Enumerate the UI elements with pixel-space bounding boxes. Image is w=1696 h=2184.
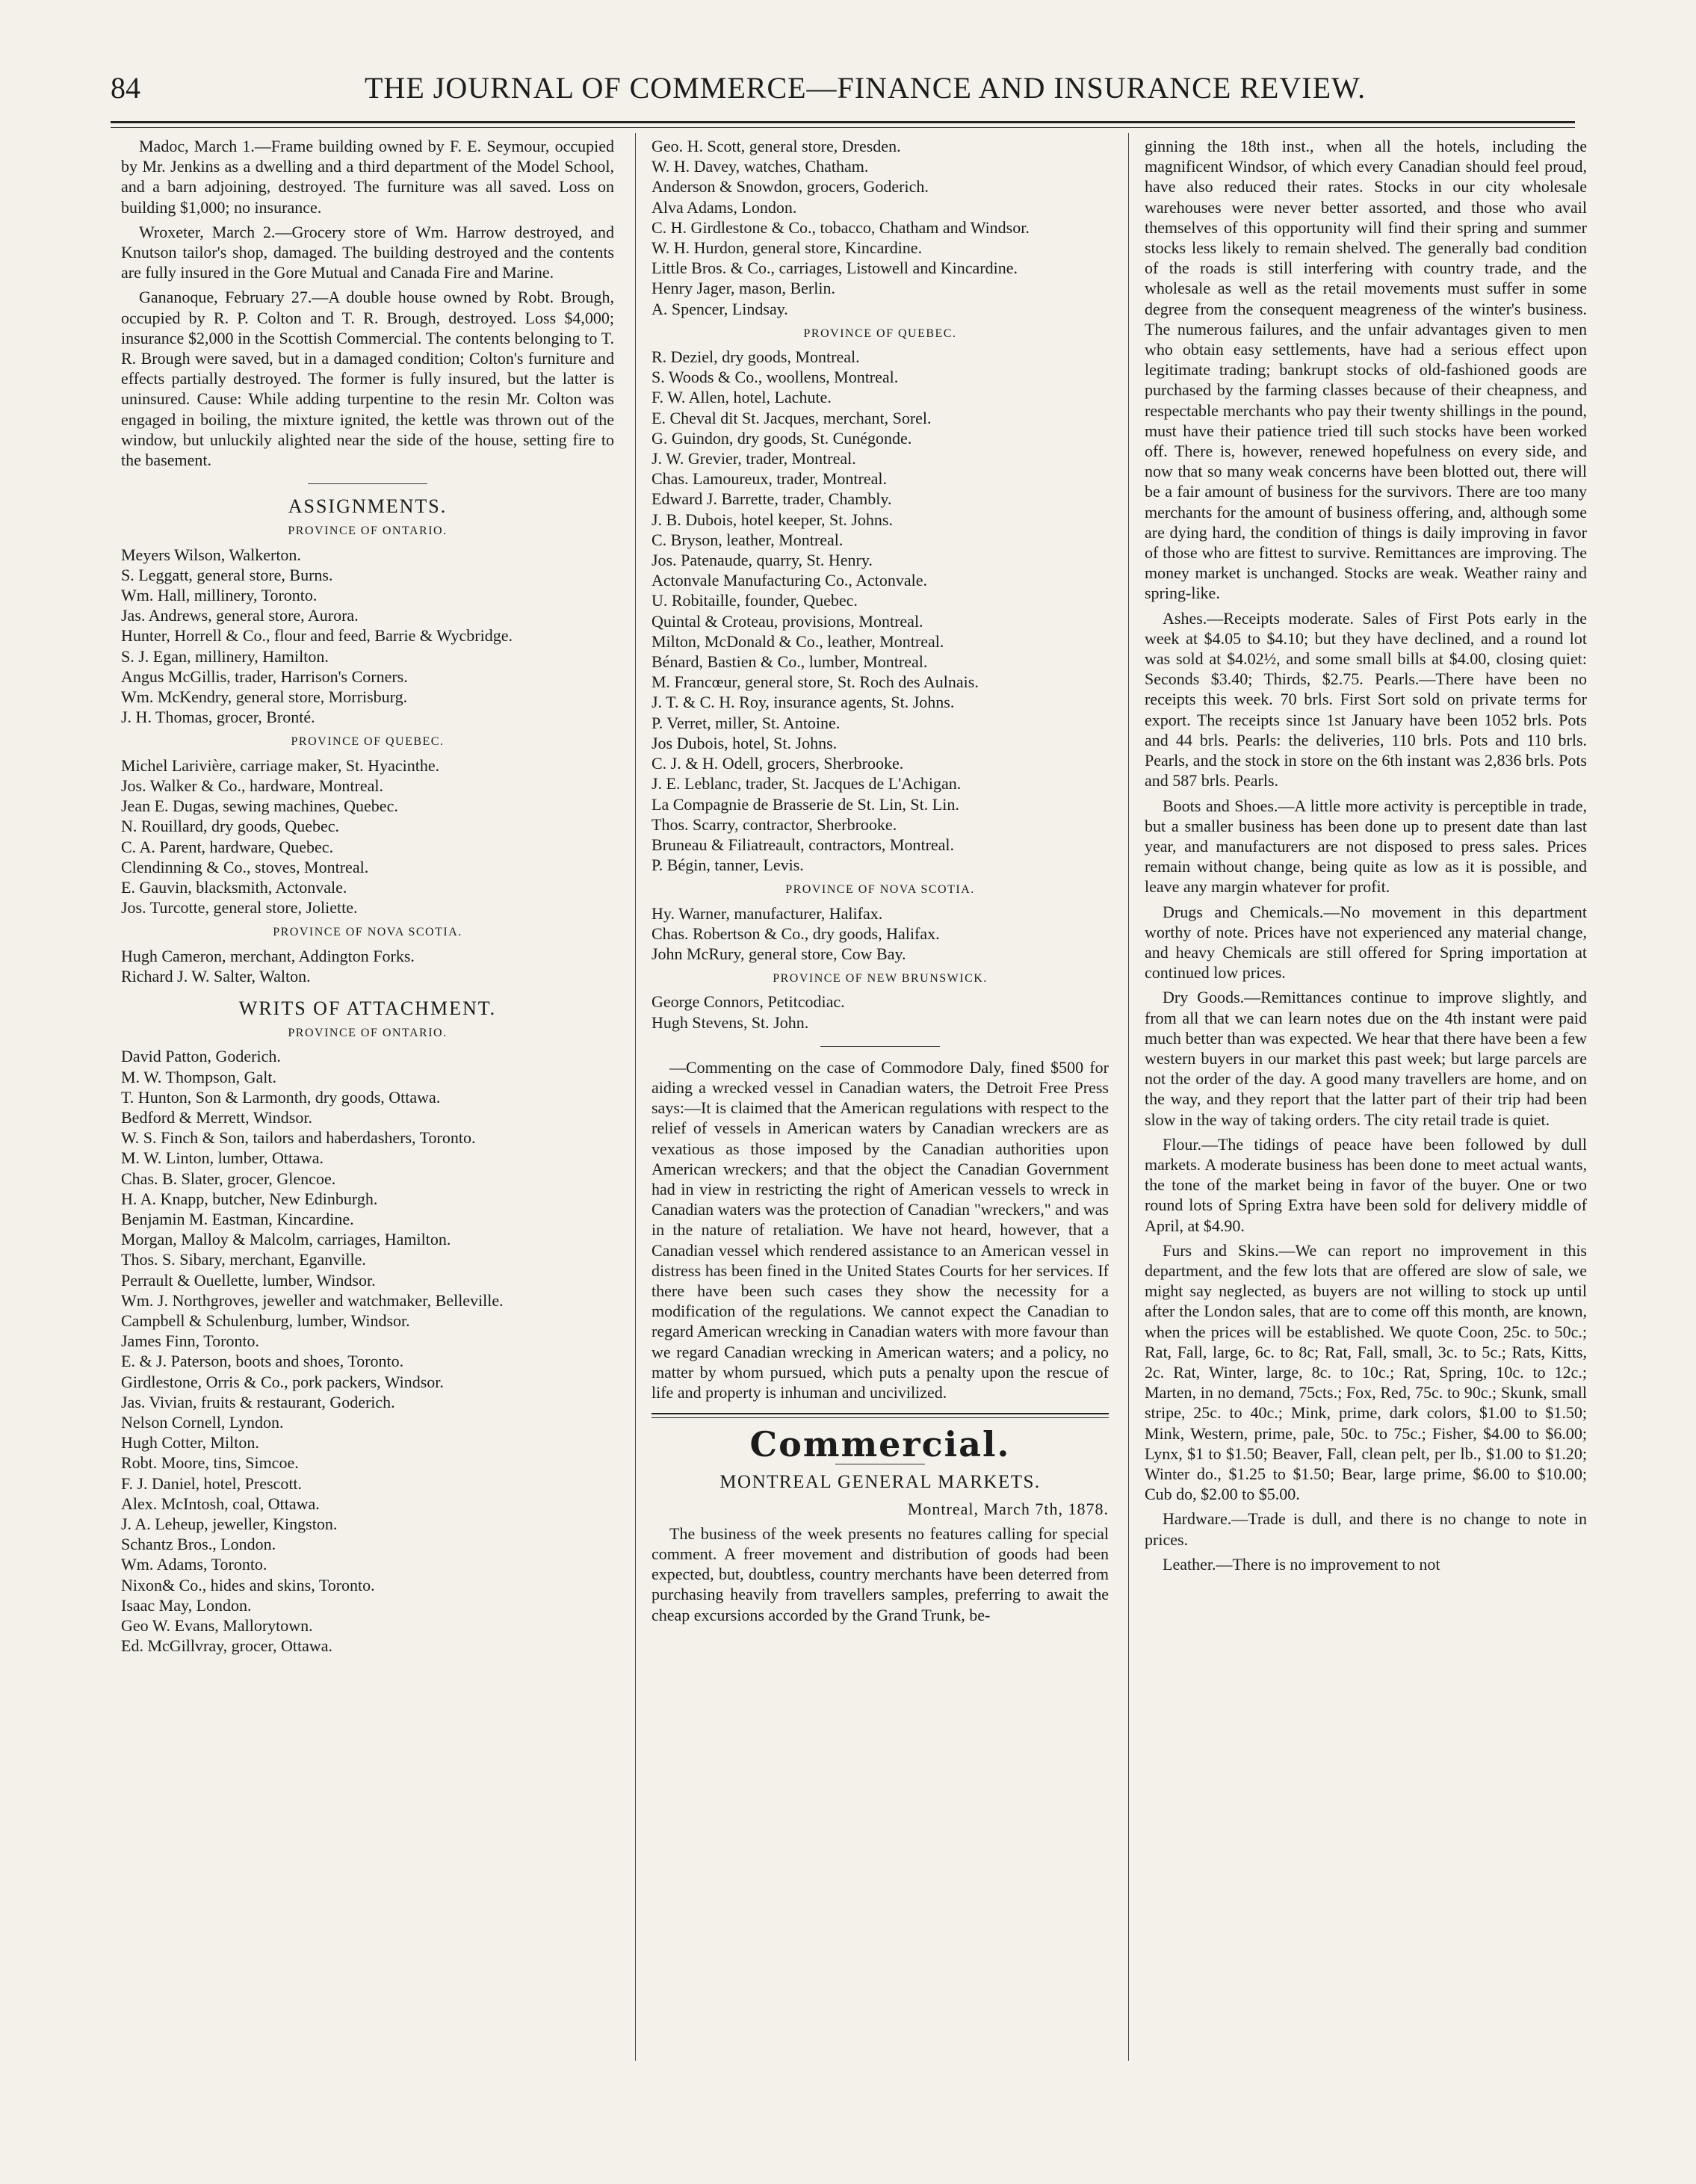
- list-item: Jean E. Dugas, sewing machines, Quebec.: [121, 796, 398, 816]
- list-item: Perrault & Ouellette, lumber, Windsor.: [121, 1270, 376, 1290]
- list-item: Hugh Cotter, Milton.: [121, 1433, 259, 1453]
- list-item: Michel Larivière, carriage maker, St. Hyacinthe.: [121, 755, 440, 775]
- assignments-nova-scotia-list: [121, 946, 614, 986]
- list-item: N. Rouillard, dry goods, Quebec.: [121, 817, 340, 836]
- list-item: Wm. J. Northgroves, jeweller and watchmaker, Belleville.: [121, 1290, 504, 1310]
- list-item: S. J. Egan, millinery, Hamilton.: [121, 646, 329, 666]
- page-header: [111, 66, 1575, 118]
- list-item: Jos Dubois, hotel, St. Johns.: [652, 733, 838, 752]
- list-item: Ed. McGillvray, grocer, Ottawa.: [121, 1636, 332, 1656]
- list-item: M. Francœur, general store, St. Roch des Aulnais.: [652, 672, 979, 692]
- list-item: Meyers Wilson, Walkerton.: [121, 545, 301, 564]
- list-item: Girdlestone, Orris & Co., pork packers, Windsor.: [121, 1372, 444, 1391]
- list-item: U. Robitaille, founder, Quebec.: [652, 591, 858, 610]
- list-item: Jos. Turcotte, general store, Joliette.: [121, 898, 358, 918]
- journal-title: THE JOURNAL OF COMMERCE—FINANCE AND INSURANCE REVIEW.: [365, 71, 1367, 105]
- list-item: James Finn, Toronto.: [121, 1331, 260, 1351]
- list-item: C. A. Parent, hardware, Quebec.: [121, 837, 334, 856]
- list-item: J. H. Thomas, grocer, Bronté.: [121, 708, 315, 727]
- list-item: Chas. Robertson & Co., dry goods, Halifax.: [652, 924, 940, 943]
- list-item: E. Gauvin, blacksmith, Actonvale.: [121, 877, 347, 897]
- list-item: W. H. Hurdon, general store, Kincardine.: [652, 238, 923, 258]
- list-item: Geo W. Evans, Mallorytown.: [121, 1616, 313, 1636]
- list-item: Thos. S. Sibary, merchant, Eganville.: [121, 1250, 366, 1269]
- writs-ontario-list: [121, 1046, 614, 1656]
- list-item: H. A. Knapp, butcher, New Edinburgh.: [121, 1189, 378, 1208]
- list-item: C. J. & H. Odell, grocers, Sherbrooke.: [652, 754, 904, 773]
- list-item: Jas. Andrews, general store, Aurora.: [121, 606, 359, 625]
- list-item: Schantz Bros., London.: [121, 1535, 276, 1554]
- list-item: Quintal & Croteau, provisions, Montreal.: [652, 611, 923, 631]
- market-report-ashes: Ashes.—Receipts moderate. Sales of First Pots early in the week at $4.05 to $4.10; but they have declined, and a round lot was sold at $4.02½, and some small bills at $4.00, closing quiet: Seconds $3.40; Thirds, $2.75. Pearls.—There have been no receipts this week. 70 brls. First Sort sold on private terms for export. The receipts since 1st January have been 1052 brls. Pots and 44 brls. Pearls: the deliveries, 110 brls. Pots and 110 brls. Pearls, and the stock in store on the 6th instant was 2,836 brls. Pots and 587 brls. Pearls.: [1145, 608, 1587, 791]
- markets-intro-continued: ginning the 18th inst., when all the hotels, including the magnificent Windsor, of which every Canadian should feel proud, have also reduced their rates. Stocks in our city wholesale warehouses were never better assorted, and those who avail themselves of this opportunity will find their spring and summer stocks less likely to remain shelved. The generally bad condition of the roads is still interfering with country trade, and the wholesale as well as the retail movements must suffer in some degree from the consequent meagreness of the winter's business. The numerous failures, and the unfair advantages given to men who obtain easy settlements, have had a serious effect upon legitimate trading; bankrupt stocks of old-fashioned goods are purchased by the farming classes because of their cheapness, and respectable merchants who pay their twenty shillings in the pound, must have their patience tried till such stocks have been worked off. There is, however, renewed hopefulness on every side, and now that so many weak concerns have been blotted out, there will be a fair amount of business for the survivors. There are too many merchants for the amount of business offering, and, although some are dying hard, the condition of things is daily improving in favor of those who are fittest to survive. Remittances are improving. The money market is unchanged. Stocks are weak. Weather rainy and spring-like.: [1145, 137, 1587, 603]
- list-item: Campbell & Schulenburg, lumber, Windsor.: [121, 1311, 410, 1330]
- list-item: Actonvale Manufacturing Co., Actonvale.: [652, 571, 928, 590]
- list-item: C. Bryson, leather, Montreal.: [652, 530, 844, 549]
- fire-report: Wroxeter, March 2.—Grocery store of Wm. Harrow destroyed, and Knutson tailor's shop, damaged. The building destroyed and the contents are fully insured in the Gore Mutual and Canada Fire and Marine.: [121, 222, 614, 282]
- list-item: La Compagnie de Brasserie de St. Lin, St. Lin.: [652, 794, 959, 814]
- province-heading: PROVINCE OF ONTARIO.: [288, 1027, 448, 1040]
- list-item: Jas. Vivian, fruits & restaurant, Goderich.: [121, 1392, 395, 1411]
- list-item: Morgan, Malloy & Malcolm, carriages, Hamilton.: [121, 1230, 451, 1249]
- list-item: Angus McGillis, trader, Harrison's Corners.: [121, 666, 408, 686]
- list-item: Alex. McIntosh, coal, Ottawa.: [121, 1494, 320, 1513]
- market-report-flour: Flour.—The tidings of peace have been followed by dull markets. A moderate business has been done to meet actual wants, the tone of the market being in favor of the buyer. One or two round lots of Spring Extra have been sold for delivery middle of April, at $4.90.: [1145, 1134, 1587, 1235]
- list-item: Robt. Moore, tins, Simcoe.: [121, 1453, 299, 1473]
- list-item: S. Woods & Co., woollens, Montreal.: [652, 368, 899, 387]
- list-item: Jos. Patenaude, quarry, St. Henry.: [652, 551, 873, 570]
- list-item: Nelson Cornell, Lyndon.: [121, 1412, 284, 1432]
- list-item: Richard J. W. Salter, Walton.: [121, 966, 311, 986]
- list-item: George Connors, Petitcodiac.: [652, 992, 845, 1012]
- province-heading: PROVINCE OF NEW BRUNSWICK.: [773, 972, 988, 986]
- list-item: Edward J. Barrette, trader, Chambly.: [652, 489, 892, 509]
- list-item: J. W. Grevier, trader, Montreal.: [652, 449, 856, 468]
- list-item: T. Hunton, Son & Larmonth, dry goods, Ottawa.: [121, 1087, 441, 1107]
- list-item: G. Guindon, dry goods, St. Cunégonde.: [652, 428, 912, 448]
- list-item: Benjamin M. Eastman, Kincardine.: [121, 1209, 354, 1228]
- list-item: C. H. Girdlestone & Co., tobacco, Chatham and Windsor.: [652, 217, 1030, 237]
- list-item: M. W. Thompson, Galt.: [121, 1067, 277, 1086]
- list-item: Hugh Stevens, St. John.: [652, 1012, 809, 1032]
- list-item: Milton, McDonald & Co., leather, Montreal.: [652, 631, 944, 651]
- column-1: [121, 136, 614, 2049]
- list-item: Bénard, Bastien & Co., lumber, Montreal.: [652, 652, 928, 672]
- header-rule-thin: [111, 127, 1575, 128]
- list-item: Clendinning & Co., stoves, Montreal.: [121, 857, 369, 876]
- list-item: Wm. Hall, millinery, Toronto.: [121, 586, 318, 605]
- list-item: Wm. McKendry, general store, Morrisburg.: [121, 687, 408, 707]
- list-item: David Patton, Goderich.: [121, 1047, 281, 1066]
- list-item: E. & J. Paterson, boots and shoes, Toronto.: [121, 1352, 404, 1371]
- section-divider: [308, 483, 427, 484]
- province-heading: PROVINCE OF NOVA SCOTIA.: [273, 926, 462, 939]
- list-item: J. T. & C. H. Roy, insurance agents, St. Johns.: [652, 693, 955, 712]
- header-rule: [111, 121, 1575, 123]
- list-item: John McRury, general store, Cow Bay.: [652, 944, 906, 963]
- market-report-drugs: Drugs and Chemicals.—No movement in this department worthy of note. Prices have not experienced any material change, and heavy Chemicals are still offered for Spring importation at continued low prices.: [1145, 902, 1587, 983]
- list-item: F. W. Allen, hotel, Lachute.: [652, 388, 832, 407]
- list-item: A. Spencer, Lindsay.: [652, 299, 788, 318]
- list-item: Bedford & Merrett, Windsor.: [121, 1107, 312, 1127]
- writs-ontario-list-continued: [652, 136, 1109, 319]
- province-heading: PROVINCE OF NOVA SCOTIA.: [785, 883, 975, 897]
- list-item: Nixon& Co., hides and skins, Toronto.: [121, 1575, 375, 1594]
- list-item: Isaac May, London.: [121, 1595, 252, 1615]
- market-report-furs: Furs and Skins.—We can report no improvement in this department, and the few lots that are offered are slow of sale, we might say neglected, as buyers are not willing to stock up until after the London sales, that are to come off this month, are known, when the prices will be established. We quote Coon, 25c. to 50c.; Rat, Fall, large, 6c. to 8c; Rat, Fall, small, 3c. to 5c.; Rats, Kitts, 2c. Rat, Winter, large, 8c. to 10c.; Rat, Spring, 10c. to 12c.; Marten, in no demand, 75cts.; Fox, Red, 75c. to 90c.; Skunk, small stripe, 25c. to 40c.; Mink, prime, dark colors, $1.00 to $1.50; Mink, Western, prime, pale, 50c. to 75c.; Fisher, $4.00 to $6.00; Lynx, $1 to $1.50; Beaver, Fall, clean pelt, per lb., $1.00 to $1.20; Winter do., $1.25 to $1.50; Bear, large prime, $6.00 to $10.00; Cub do, $2.00 to $5.00.: [1145, 1240, 1587, 1504]
- assignments-quebec-list: [121, 755, 614, 918]
- list-item: P. Verret, miller, St. Antoine.: [652, 713, 841, 732]
- list-item: M. W. Linton, lumber, Ottawa.: [121, 1148, 324, 1168]
- assignments-heading: ASSIGNMENTS.: [288, 495, 448, 518]
- list-item: P. Bégin, tanner, Levis.: [652, 856, 804, 875]
- fire-report: Gananoque, February 27.—A double house owned by Robt. Brough, occupied by R. P. Colton and T. R. Brough, destroyed. Loss $4,000; insurance $2,000 in the Scottish Commercial. The contents belonging to T. R. Brough were saved, but in a damaged condition; Colton's furniture and effects partially destroyed. The former is fully insured, but the latter is uninsured. Cause: While adding turpentine to the resin Mr. Colton was engaged in boiling, the mixture ignited, the kettle was thrown out of the window, but unluckily alighted near the side of the house, setting fire to the basement.: [121, 288, 614, 470]
- province-heading: PROVINCE OF QUEBEC.: [803, 327, 957, 340]
- dateline: Montreal, March 7th, 1878.: [907, 1499, 1109, 1518]
- list-item: J. A. Leheup, jeweller, Kingston.: [121, 1515, 338, 1533]
- column-divider-2: [1128, 133, 1129, 2061]
- list-item: Hy. Warner, manufacturer, Halifax.: [652, 903, 883, 923]
- column-divider-1: [635, 133, 636, 2061]
- markets-intro: The business of the week presents no features calling for special comment. A freer movement and distribution of goods had been expected, but, doubtless, country merchants have been deterred from purchasing heavily from travellers samples, preferring to await the cheap excursions accorded by the Grand Trunk, be-: [652, 1523, 1109, 1624]
- list-item: W. H. Davey, watches, Chatham.: [652, 157, 869, 176]
- list-item: Chas. Lamoureux, trader, Montreal.: [652, 469, 887, 489]
- province-heading: PROVINCE OF QUEBEC.: [291, 735, 445, 749]
- list-item: S. Leggatt, general store, Burns.: [121, 565, 333, 584]
- commercial-heading: Commercial.: [749, 1424, 1011, 1465]
- market-report-hardware: Hardware.—Trade is dull, and there is no change to note in prices.: [1145, 1509, 1587, 1549]
- column-2: [652, 136, 1109, 2049]
- list-item: Thos. Scarry, contractor, Sherbrooke.: [652, 814, 897, 834]
- list-item: F. J. Daniel, hotel, Prescott.: [121, 1473, 303, 1493]
- assignments-ontario-list: [121, 545, 614, 728]
- list-item: Henry Jager, mason, Berlin.: [652, 279, 835, 298]
- commentary-paragraph: —Commenting on the case of Commodore Daly, fined $500 for aiding a wrecked vessel in Canadian waters, the Detroit Free Press says:—It is claimed that the American regulations with respect to the relief of vessels in American waters by Canadian wreckers are as vexatious as those imposed by the Canadian authorities upon American wreckers; and that the object the Canadian Government had in view in restricting the right of American vessels to wreck in Canadian waters was the protection of Canadian "wreckers," and was in the nature of retaliation. We have not heard, however, that a Canadian vessel which rendered assistance to an American vessel in distress has been fined in the United States Courts for her services. If there have been such cases they show the necessity for a modification of the regulations. We cannot expect the Canadian to regard American wrecking in Canadian waters with more favour than we regard Canadian wrecking in American waters; and a policy, no matter by whom pursued, which puts a penalty upon the rescue of life and property is inhuman and uncivilized.: [652, 1057, 1109, 1402]
- list-item: Jos. Walker & Co., hardware, Montreal.: [121, 776, 383, 795]
- market-report-boots: Boots and Shoes.—A little more activity is perceptible in trade, but a smaller business has been done up to present date than last year, and manufacturers are not disposed to press sales. Prices remain without change, being quite as low as it is possible, and leave any margin whatever for profit.: [1145, 796, 1587, 897]
- writs-new-brunswick-list: [652, 992, 1109, 1032]
- writs-quebec-list: [652, 347, 1109, 875]
- list-item: Wm. Adams, Toronto.: [121, 1555, 267, 1574]
- list-item: Anderson & Snowdon, grocers, Goderich.: [652, 177, 929, 197]
- double-rule: [652, 1413, 1109, 1418]
- markets-heading: MONTREAL GENERAL MARKETS.: [719, 1472, 1041, 1493]
- section-divider: [820, 1046, 940, 1047]
- list-item: Chas. B. Slater, grocer, Glencoe.: [121, 1169, 336, 1188]
- page-number: 84: [111, 71, 140, 105]
- market-report-leather: Leather.—There is no improvement to not: [1163, 1554, 1440, 1574]
- list-item: Hugh Cameron, merchant, Addington Forks.: [121, 946, 415, 965]
- list-item: Bruneau & Filiatreault, contractors, Montreal.: [652, 835, 955, 854]
- fire-report: Madoc, March 1.—Frame building owned by F. E. Seymour, occupied by Mr. Jenkins as a dwelling and a third department of the Model School, and a barn adjoining, destroyed. The furniture was all saved. Loss on building $1,000; no insurance.: [121, 137, 614, 217]
- market-report-dry-goods: Dry Goods.—Remittances continue to improve slightly, and from all that we can learn notes due on the 4th instant were paid much better than was expected. We hear that there have been a few western buyers in our market this past week; but large parcels are not the order of the day. A good many travellers are home, and on the way, and they report that the latter part of their trip had been slow in the way of taking orders. The city retail trade is quiet.: [1145, 988, 1587, 1129]
- list-item: E. Cheval dit St. Jacques, merchant, Sorel.: [652, 408, 932, 427]
- list-item: Little Bros. & Co., carriages, Listowell and Kincardine.: [652, 259, 1018, 278]
- list-item: J. E. Leblanc, trader, St. Jacques de L'Achigan.: [652, 774, 962, 794]
- province-heading: PROVINCE OF ONTARIO.: [288, 525, 448, 538]
- list-item: Geo. H. Scott, general store, Dresden.: [652, 137, 901, 155]
- list-item: R. Deziel, dry goods, Montreal.: [652, 347, 860, 367]
- writs-nova-scotia-list: [652, 903, 1109, 965]
- list-item: J. B. Dubois, hotel keeper, St. Johns.: [652, 510, 893, 529]
- writs-heading: WRITS OF ATTACHMENT.: [238, 997, 497, 1019]
- list-item: Alva Adams, London.: [652, 197, 797, 217]
- column-3: [1145, 136, 1587, 2049]
- list-item: W. S. Finch & Son, tailors and haberdashers, Toronto.: [121, 1128, 476, 1148]
- list-item: Hunter, Horrell & Co., flour and feed, Barrie & Wycbridge.: [121, 626, 513, 646]
